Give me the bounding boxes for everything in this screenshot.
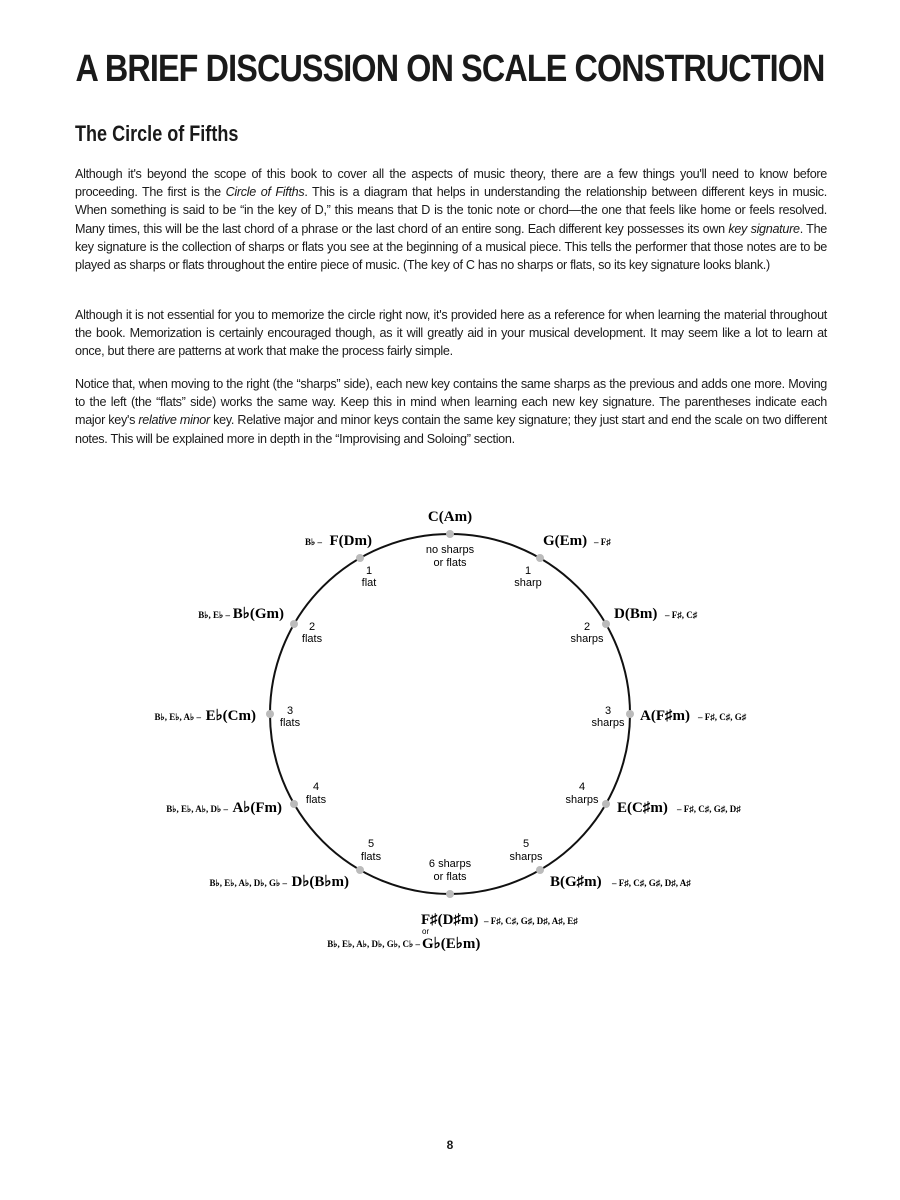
count-fs-line2: or flats: [433, 871, 467, 883]
key-label-ab: A♭(Fm): [232, 800, 282, 816]
count-a-line1: 3: [604, 705, 612, 717]
count-ab-line2: flats: [305, 794, 327, 806]
circle-of-fifths-diagram: [0, 490, 900, 970]
count-fs-line1: 6 sharps: [428, 858, 472, 870]
key-label-b: B(G♯m): [550, 874, 602, 890]
signature-a: – F♯, C♯, G♯: [698, 712, 747, 722]
count-c-line2: or flats: [433, 557, 467, 569]
key-label-fs: F♯(D♯m): [421, 912, 479, 928]
emphasis-term: Circle of Fifths: [225, 185, 305, 200]
page-title: A BRIEF DISCUSSION ON SCALE CONSTRUCTION: [75, 48, 825, 90]
count-a-line2: sharps: [591, 717, 625, 729]
position-markers: [266, 530, 634, 898]
marker-g: [536, 554, 544, 562]
key-label-db: D♭(B♭m): [291, 874, 349, 890]
count-eb-line2: flats: [279, 717, 301, 729]
signature-eb: B♭, E♭, A♭ –: [154, 712, 201, 722]
key-label-g: G(Em): [543, 533, 588, 549]
marker-b: [536, 866, 544, 874]
count-bb-line2: flats: [301, 633, 323, 645]
key-label-gb: G♭(E♭m): [422, 936, 481, 952]
signature-b: – F♯, C♯, G♯, D♯, A♯: [612, 878, 691, 888]
signature-g: – F♯: [594, 537, 611, 547]
count-eb-line1: 3: [286, 705, 294, 717]
count-d-line1: 2: [583, 621, 591, 633]
signature-bb: B♭, E♭ –: [198, 610, 230, 620]
text-run: . This is a diagram that helps in understanding the relationship between different keys in music. When something is said to be “in the key of D,” this means that D is the tonic note or chord—the one that feels like home or feels resolved. Many times, this will be the last chord of a phrase or the last chord of an entire song. Each different key possesses its own: [75, 185, 827, 236]
paragraph-memorize: Although it is not essential for you to memorize the circle right now, it's provided here as a reference for when learning the material throughout the book. Memorization is certainly encouraged though, as it will greatly aid in your musical development. It may seem like a lot to learn at once, but there are patterns at work that make the process fairly simple.: [75, 308, 827, 359]
signature-gb: B♭, E♭, A♭, D♭, G♭, C♭ –: [327, 939, 420, 949]
count-db-line2: flats: [360, 851, 382, 863]
marker-f: [356, 554, 364, 562]
or-label: or: [422, 927, 430, 936]
count-e-line1: 4: [578, 781, 586, 793]
key-label-e: E(C♯m): [617, 800, 668, 816]
key-label-f: F(Dm): [329, 533, 372, 549]
text-run: . The key signature is the collection of sharps or flats you see at the beginning of a musical piece. This tells the performer that those notes are to be played as sharps or flats throughout the entire piece of music. (The key of C has no sharps or flats, so its key signature looks blank.): [75, 221, 827, 273]
section-heading: The Circle of Fifths: [75, 121, 239, 146]
count-db-line1: 5: [367, 838, 375, 850]
count-g-line2: sharp: [514, 577, 542, 589]
key-label-bb: B♭(Gm): [232, 606, 284, 622]
signature-fs: – F♯, C♯, G♯, D♯, A♯, E♯: [484, 916, 578, 926]
key-label-c: C(Am): [427, 509, 473, 525]
emphasis-term: key signature: [728, 221, 800, 236]
key-label-eb: E♭(Cm): [205, 708, 256, 724]
text-run: Although it's beyond the scope of this book to cover all the aspects of music theory, there are a few things you'll need to know before proceeding. The first is the: [75, 167, 827, 200]
marker-a: [626, 710, 634, 718]
text-run: key. Relative major and minor keys contain the same key signature; they just start and end the scale on two different notes. This will be explained more in depth in the “Improvising and Soloing” section.: [75, 413, 827, 446]
marker-d: [602, 620, 610, 628]
signature-f: B♭ –: [305, 537, 322, 547]
emphasis-term: relative minor: [138, 413, 210, 428]
count-bb-line1: 2: [308, 621, 316, 633]
signature-ab: B♭, E♭, A♭, D♭ –: [166, 804, 228, 814]
count-b-line2: sharps: [509, 851, 543, 863]
signature-db: B♭, E♭, A♭, D♭, G♭ –: [209, 878, 287, 888]
count-b-line1: 5: [522, 838, 530, 850]
text-run: Notice that, when moving to the right (the “sharps” side), each new key contains the same sharps as the previous and adds one more. Moving to the left (the “flats” side) works the same way. Keep this in mind when learning each new key signature. The parentheses indicate each major key's: [75, 377, 827, 428]
count-g-line1: 1: [524, 565, 532, 577]
signature-d: – F♯, C♯: [665, 610, 698, 620]
count-c-line1: no sharps: [425, 544, 475, 556]
marker-ab: [290, 800, 298, 808]
paragraph-intro: [75, 165, 827, 274]
signature-e: – F♯, C♯, G♯, D♯: [677, 804, 741, 814]
marker-fs: [446, 890, 454, 898]
marker-bb: [290, 620, 298, 628]
count-f-line1: 1: [365, 565, 373, 577]
count-f-line2: flat: [361, 577, 377, 589]
key-label-d: D(Bm): [614, 606, 658, 622]
circle-outline: [270, 534, 630, 894]
key-label-a: A(F♯m): [640, 708, 690, 724]
count-e-line2: sharps: [565, 794, 599, 806]
count-ab-line1: 4: [312, 781, 320, 793]
paragraph-relative-keys: [75, 375, 827, 448]
marker-e: [602, 800, 610, 808]
marker-c: [446, 530, 454, 538]
marker-db: [356, 866, 364, 874]
page-number: 8: [446, 1138, 454, 1152]
marker-eb: [266, 710, 274, 718]
count-d-line2: sharps: [570, 633, 604, 645]
